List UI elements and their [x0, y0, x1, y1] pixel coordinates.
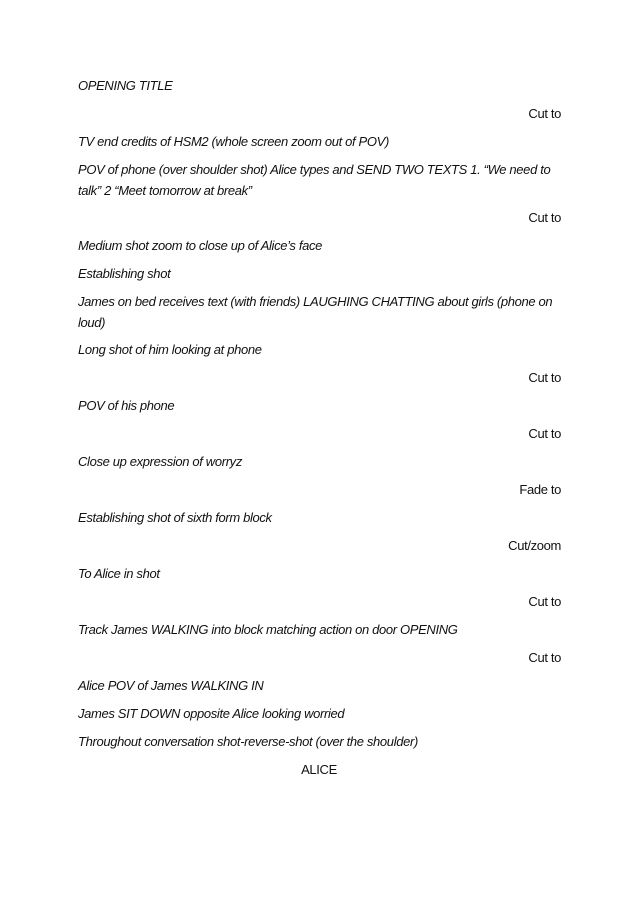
action-line: TV end credits of HSM2 (whole screen zoom out of POV): [78, 134, 389, 149]
transition: Cut to: [528, 370, 561, 385]
action-line: Alice POV of James WALKING IN: [78, 678, 264, 693]
transition: Fade to: [519, 482, 561, 497]
action-line: Close up expression of worryz: [78, 454, 242, 469]
action-line: POV of his phone: [78, 398, 175, 413]
action-line: James on bed receives text (with friends) LAUGHING CHATTING about girls (phone on loud): [78, 294, 553, 330]
transition: Cut/zoom: [508, 538, 561, 553]
scene-heading: OPENING TITLE: [78, 78, 173, 93]
transition: Cut to: [528, 650, 561, 665]
transition: Cut to: [528, 426, 561, 441]
action-line: Long shot of him looking at phone: [78, 342, 262, 357]
character-name: ALICE: [301, 762, 337, 777]
action-line: Track James WALKING into block matching action on door OPENING: [78, 622, 458, 637]
action-line: James SIT DOWN opposite Alice looking worried: [78, 706, 345, 721]
action-line: Establishing shot: [78, 266, 171, 281]
action-line: Establishing shot of sixth form block: [78, 510, 272, 525]
action-line: POV of phone (over shoulder shot) Alice types and SEND TWO TEXTS 1. “We need to talk” 2 “Meet tomorrow at break”: [78, 162, 551, 198]
transition: Cut to: [528, 210, 561, 225]
action-line: To Alice in shot: [78, 566, 160, 581]
action-line: Medium shot zoom to close up of Alice’s face: [78, 238, 323, 253]
transition: Cut to: [528, 106, 561, 121]
action-line: Throughout conversation shot-reverse-shot (over the shoulder): [78, 734, 418, 749]
transition: Cut to: [528, 594, 561, 609]
